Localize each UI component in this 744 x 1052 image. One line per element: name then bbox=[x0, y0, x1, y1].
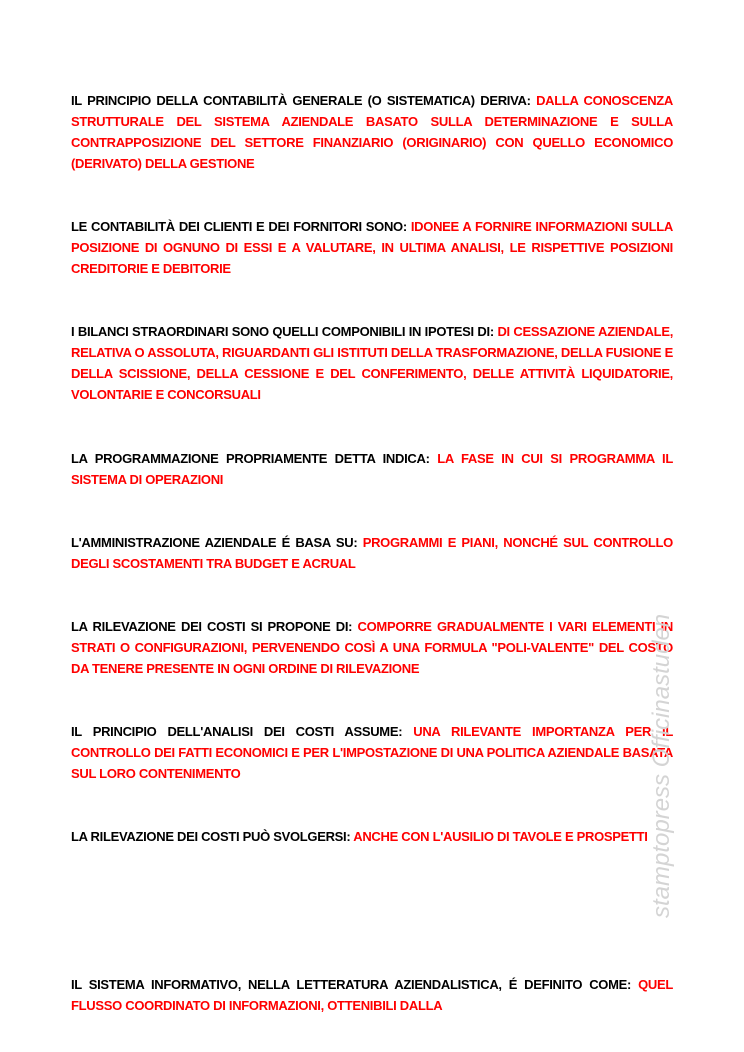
answer: COMPORRE GRADUALMENTE I VARI ELEMENTI IN STRATI O CONFIGURAZIONI, PERVENENDO COSÌ A UNA FORMULA "POLI-VALENTE" DEL COSTO DA TENERE PRESENTE IN OGNI ORDINE DI RILEVAZIONE bbox=[71, 619, 673, 676]
question: IL PRINCIPIO DELL'ANALISI DEI COSTI ASSUME: bbox=[71, 724, 403, 739]
answer: DI CESSAZIONE AZIENDALE, RELATIVA O ASSOLUTA, RIGUARDANTI GLI ISTITUTI DELLA TRASFORMAZIONE, DELLA FUSIONE E DELLA SCISSIONE, DELLA CESSIONE E DEL CONFERIMENTO, DELLE ATTIVITÀ LIQUIDATORIE, VOLONTARIE E CONCORSUALI bbox=[71, 324, 674, 402]
qa-item bbox=[71, 90, 673, 174]
answer: LA FASE IN CUI SI PROGRAMMA IL SISTEMA DI OPERAZIONI bbox=[71, 451, 673, 487]
qa-item bbox=[71, 321, 673, 405]
question: I BILANCI STRAORDINARI SONO QUELLI COMPONIBILI IN IPOTESI DI: bbox=[71, 324, 494, 339]
qa-item bbox=[71, 721, 673, 784]
answer: PROGRAMMI E PIANI, NONCHÉ SUL CONTROLLO DEGLI SCOSTAMENTI TRA BUDGET E ACRUAL bbox=[71, 535, 673, 571]
question: LA RILEVAZIONE DEI COSTI SI PROPONE DI: bbox=[71, 619, 353, 634]
qa-item bbox=[71, 532, 673, 574]
answer: QUEL FLUSSO COORDINATO DI INFORMAZIONI, OTTENIBILI DALLA bbox=[71, 977, 673, 1013]
question: L'AMMINISTRAZIONE AZIENDALE É BASA SU: bbox=[71, 535, 358, 550]
qa-item bbox=[71, 616, 673, 679]
question: IL PRINCIPIO DELLA CONTABILITÀ GENERALE (O SISTEMATICA) DERIVA: bbox=[71, 93, 531, 108]
answer: ANCHE CON L'AUSILIO DI TAVOLE E PROSPETTI bbox=[353, 829, 648, 844]
qa-item bbox=[71, 216, 673, 279]
answer: IDONEE A FORNIRE INFORMAZIONI SULLA POSIZIONE DI OGNUNO DI ESSI E A VALUTARE, IN ULTIMA ANALISI, LE RISPETTIVE POSIZIONI CREDITORIE E DEBITORIE bbox=[71, 219, 673, 276]
answer: UNA RILEVANTE IMPORTANZA PER IL CONTROLLO DEI FATTI ECONOMICI E PER L'IMPOSTAZIONE DI UNA POLITICA AZIENDALE BASATA SUL LORO CONTENIMENTO bbox=[71, 724, 674, 781]
question: LE CONTABILITÀ DEI CLIENTI E DEI FORNITORI SONO: bbox=[71, 219, 407, 234]
qa-item bbox=[71, 826, 673, 847]
question: LA PROGRAMMAZIONE PROPRIAMENTE DETTA INDICA: bbox=[71, 451, 430, 466]
question: IL SISTEMA INFORMATIVO, NELLA LETTERATURA AZIENDALISTICA, É DEFINITO COME: bbox=[71, 977, 632, 992]
qa-item bbox=[71, 974, 673, 1016]
watermark: stamptopress Officinastuden bbox=[648, 613, 675, 918]
qa-item bbox=[71, 448, 673, 490]
answer: DALLA CONOSCENZA STRUTTURALE DEL SISTEMA AZIENDALE BASATO SULLA DETERMINAZIONE E SULLA CONTRAPPOSIZIONE DEL SETTORE FINANZIARIO (ORIGINARIO) CON QUELLO ECONOMICO (DERIVATO) DELLA GESTIONE bbox=[71, 93, 674, 171]
question: LA RILEVAZIONE DEI COSTI PUÒ SVOLGERSI: bbox=[71, 829, 351, 844]
